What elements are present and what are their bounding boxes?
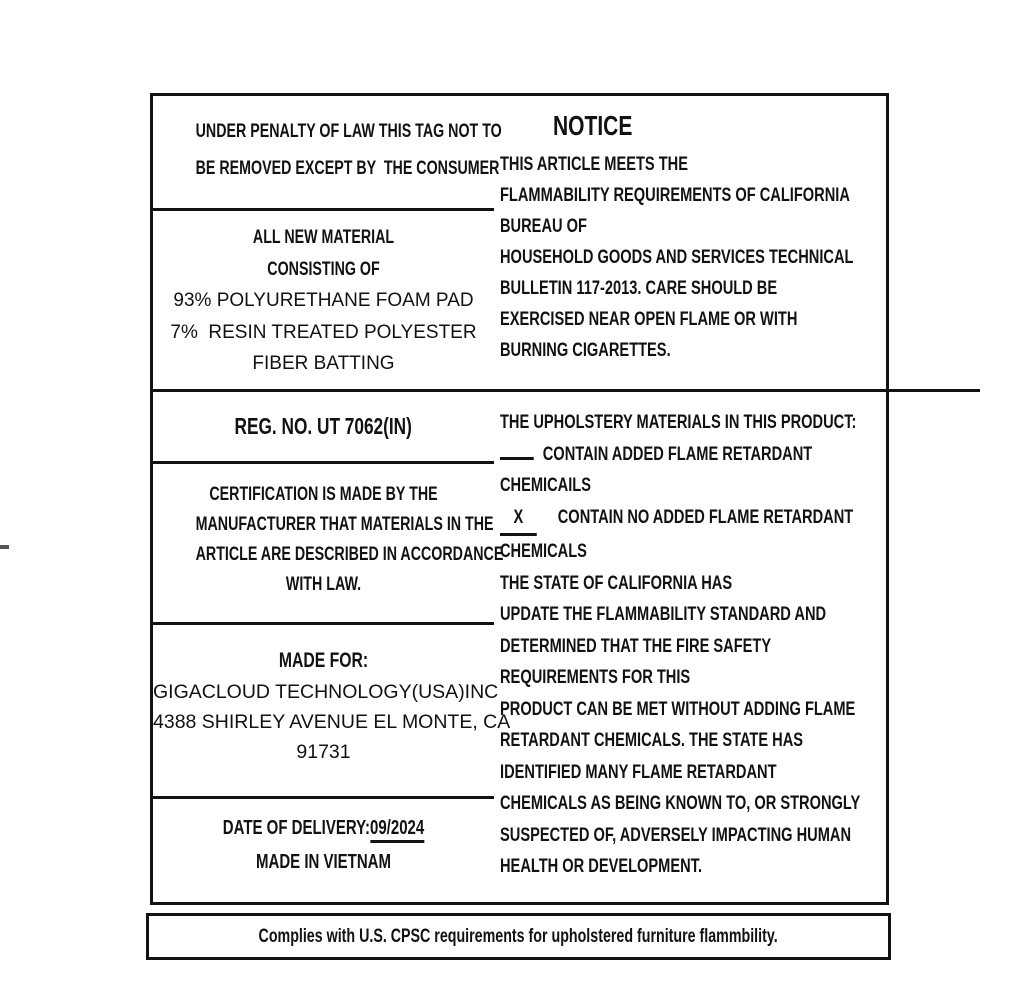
notice-heading: NOTICE <box>553 110 633 141</box>
certification-line-3: ARTICLE ARE DESCRIBED IN ACCORDANCE <box>195 544 504 565</box>
upholstery-no-added-cont: CHEMICALS <box>500 540 587 562</box>
upholstery-line-6: THE STATE OF CALIFORNIA HAS <box>500 571 733 594</box>
material-line-5: FIBER BATTING <box>252 353 395 374</box>
notice-body <box>500 149 980 366</box>
certification-line-2: MANUFACTURER THAT MATERIALS IN THE <box>195 514 494 535</box>
footer-compliance-text: Complies with U.S. CPSC requirements for upholstered furniture flammbility. <box>258 925 779 947</box>
section-penalty <box>153 96 502 211</box>
material-line-3: 93% POLYURETHANE FOAM PAD <box>173 290 474 311</box>
notice-line-6: EXERCISED NEAR OPEN FLAME OR WITH <box>500 308 798 330</box>
notice-line-4: HOUSEHOLD GOODS AND SERVICES TECHNICAL <box>500 246 854 268</box>
made-for-heading: MADE FOR: <box>278 649 369 672</box>
material-line-4: 7% RESIN TREATED POLYESTER <box>170 321 477 343</box>
notice-line-2: FLAMMABILITY REQUIREMENTS OF CALIFORNIA <box>500 184 850 206</box>
upholstery-added-line <box>500 439 860 471</box>
material-line-2: CONSISTING OF <box>267 258 380 280</box>
right-column <box>494 96 980 902</box>
left-column <box>153 96 511 902</box>
delivery-line <box>196 811 452 845</box>
upholstery-line-8: DETERMINED THAT THE FIRE SAFETY <box>500 634 772 657</box>
penalty-line-2: BE REMOVED EXCEPT BY THE CONSUMER <box>195 158 500 179</box>
blank-underline <box>500 442 534 460</box>
certification-line-1: CERTIFICATION IS MADE BY THE <box>209 484 438 505</box>
delivery-label: DATE OF DELIVERY: <box>222 817 370 839</box>
footer-compliance-box <box>146 913 891 960</box>
section-notice <box>494 96 980 392</box>
section-made-for <box>153 625 511 799</box>
delivery-date: 09/2024 <box>370 817 424 843</box>
upholstery-line-7: UPDATE THE FLAMMABILITY STANDARD AND <box>500 603 827 625</box>
notice-line-3: BUREAU OF <box>500 215 587 237</box>
material-line-1: ALL NEW MATERIAL <box>252 227 395 248</box>
no-added-option-label: CONTAIN NO ADDED FLAME RETARDANT <box>557 505 854 528</box>
x-mark-underline: X <box>500 502 537 537</box>
made-for-company: GIGACLOUD TECHNOLOGY(USA)INC <box>153 681 499 703</box>
upholstery-line-12: IDENTIFIED MANY FLAME RETARDANT <box>500 760 777 783</box>
upholstery-line-13: CHEMICALS AS BEING KNOWN TO, OR STRONGLY <box>500 792 861 814</box>
scan-artifact-dash <box>0 545 9 549</box>
notice-line-7: BURNING CIGARETTES. <box>500 339 671 361</box>
upholstery-line-9: REQUIREMENTS FOR THIS <box>500 666 691 688</box>
upholstery-line-11: RETARDANT CHEMICALS. THE STATE HAS <box>500 729 804 751</box>
certification-line-4: WITH LAW. <box>285 574 362 595</box>
notice-line-5: BULLETIN 117-2013. CARE SHOULD BE <box>500 277 778 299</box>
made-for-address: 4388 SHIRLEY AVENUE EL MONTE, CA <box>153 711 511 733</box>
made-for-zip: 91731 <box>296 741 351 763</box>
reg-no-text: REG. NO. UT 7062(IN) <box>234 413 413 439</box>
section-certification <box>153 464 504 625</box>
section-delivery <box>153 799 494 902</box>
upholstery-line-10: PRODUCT CAN BE MET WITHOUT ADDING FLAME <box>500 697 856 720</box>
added-option-label: CONTAIN ADDED FLAME RETARDANT <box>542 442 813 465</box>
upholstery-line-1: THE UPHOLSTERY MATERIALS IN THIS PRODUCT: <box>500 411 857 433</box>
upholstery-no-added-line <box>500 502 860 537</box>
made-in-origin: MADE IN VIETNAM <box>256 851 391 873</box>
penalty-line-1: UNDER PENALTY OF LAW THIS TAG NOT TO <box>195 121 502 142</box>
upholstery-line-14: SUSPECTED OF, ADVERSELY IMPACTING HUMAN <box>500 823 852 846</box>
upholstery-line-15: HEALTH OR DEVELOPMENT. <box>500 855 703 877</box>
section-upholstery <box>494 392 980 902</box>
upholstery-added-cont: CHEMICAILS <box>500 474 592 496</box>
law-label-main-box <box>150 93 889 905</box>
section-reg-no <box>153 392 494 464</box>
section-material <box>153 211 494 392</box>
notice-line-1: THIS ARTICLE MEETS THE <box>500 153 688 175</box>
